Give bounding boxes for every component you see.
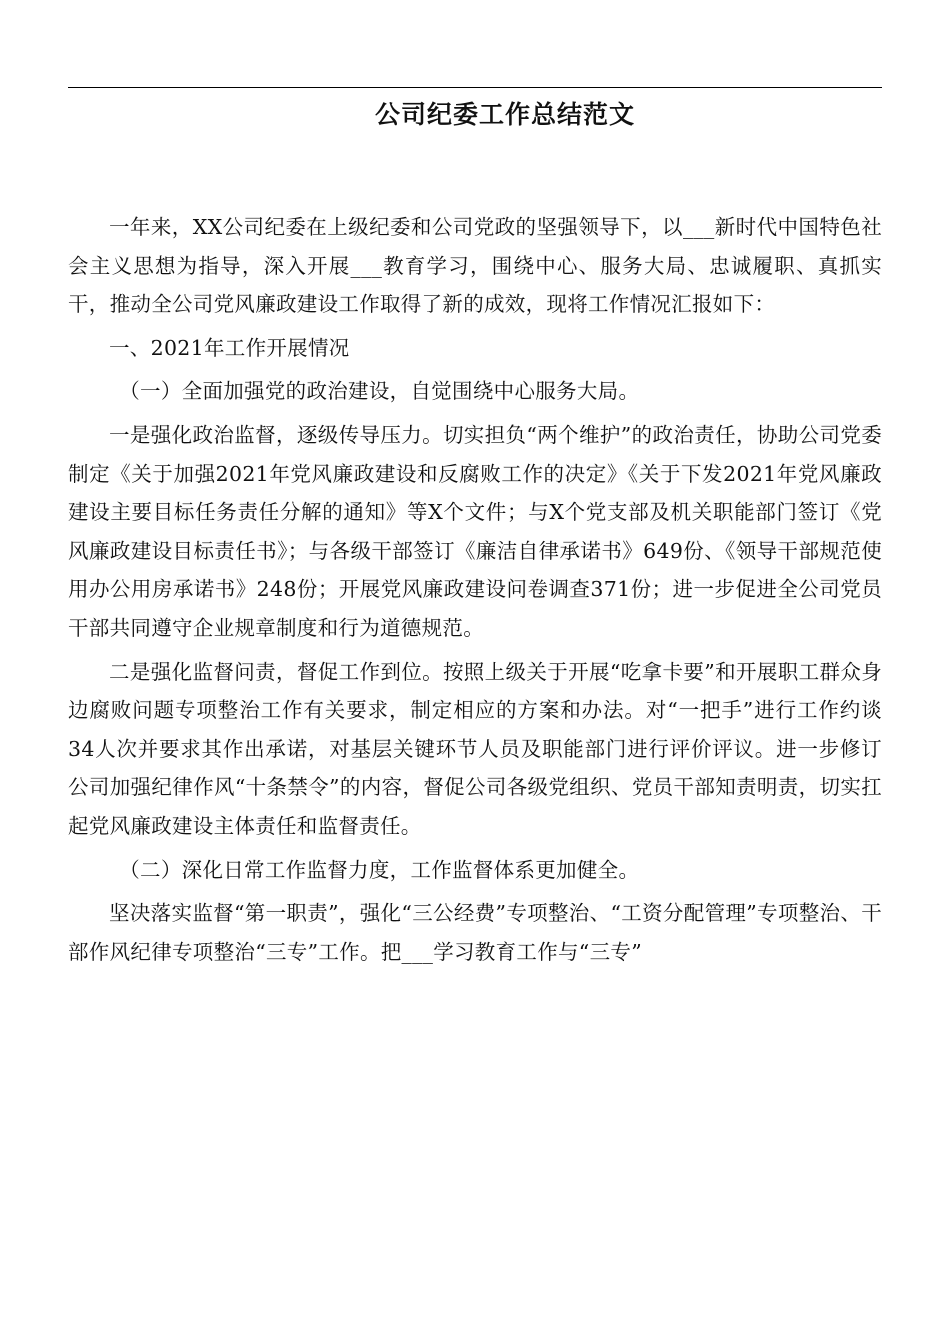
subsection-heading-1: （一）全面加强党的政治建设，自觉围绕中心服务大局。 [119, 379, 640, 404]
body-paragraph-political-supervision: 一是强化政治监督，逐级传导压力。切实担负“两个维护”的政治责任，协助公司党委制定《关于加强2021年党风廉政建设和反腐败工作的决定》《关于下发2021年党风廉政建设主要目标任务责任分解的通知》等X个文件；与X个党支部及机关职能部门签订《党风廉政建设目标责任书》；与各级干部签订《廉洁自律承诺书》649份、《领导干部规范使用办公用房承诺书》248份；开展党风廉政建设问卷调查371份；进一步促进全公司党员干部共同遵守企业规章制度和行为道德规范。 [68, 422, 882, 640]
document-title: 公司纪委工作总结范文 [374, 100, 635, 129]
intro-paragraph: 一年来，XX公司纪委在上级纪委和公司党政的坚强领导下，以___新时代中国特色社会主义思想为指导，深入开展___教育学习，围绕中心、服务大局、忠诚履职、真抓实干，推动全公司党风廉政建设工作取得了新的成效，现将工作情况汇报如下： [68, 215, 882, 317]
header-rule [68, 87, 882, 88]
subsection-heading-2: （二）深化日常工作监督力度，工作监督体系更加健全。 [119, 857, 640, 882]
document-body [68, 208, 882, 971]
body-paragraph-accountability: 二是强化监督问责，督促工作到位。按照上级关于开展“吃拿卡要”和开展职工群众身边腐败问题专项整治工作有关要求，制定相应的方案和办法。对“一把手”进行工作约谈34人次并要求其作出承诺，对基层关键环节人员及职能部门进行评价评议。进一步修订公司加强纪律作风“十条禁令”的内容，督促公司各级党组织、党员干部知责明责，切实扛起党风廉政建设主体责任和监督责任。 [68, 659, 882, 838]
body-paragraph-daily-supervision: 坚决落实监督“第一职责”，强化“三公经费”专项整治、“工资分配管理”专项整治、干部作风纪律专项整治“三专”工作。把___学习教育工作与“三专” [68, 901, 882, 964]
section-heading-1: 一、2021年工作开展情况 [109, 335, 350, 360]
